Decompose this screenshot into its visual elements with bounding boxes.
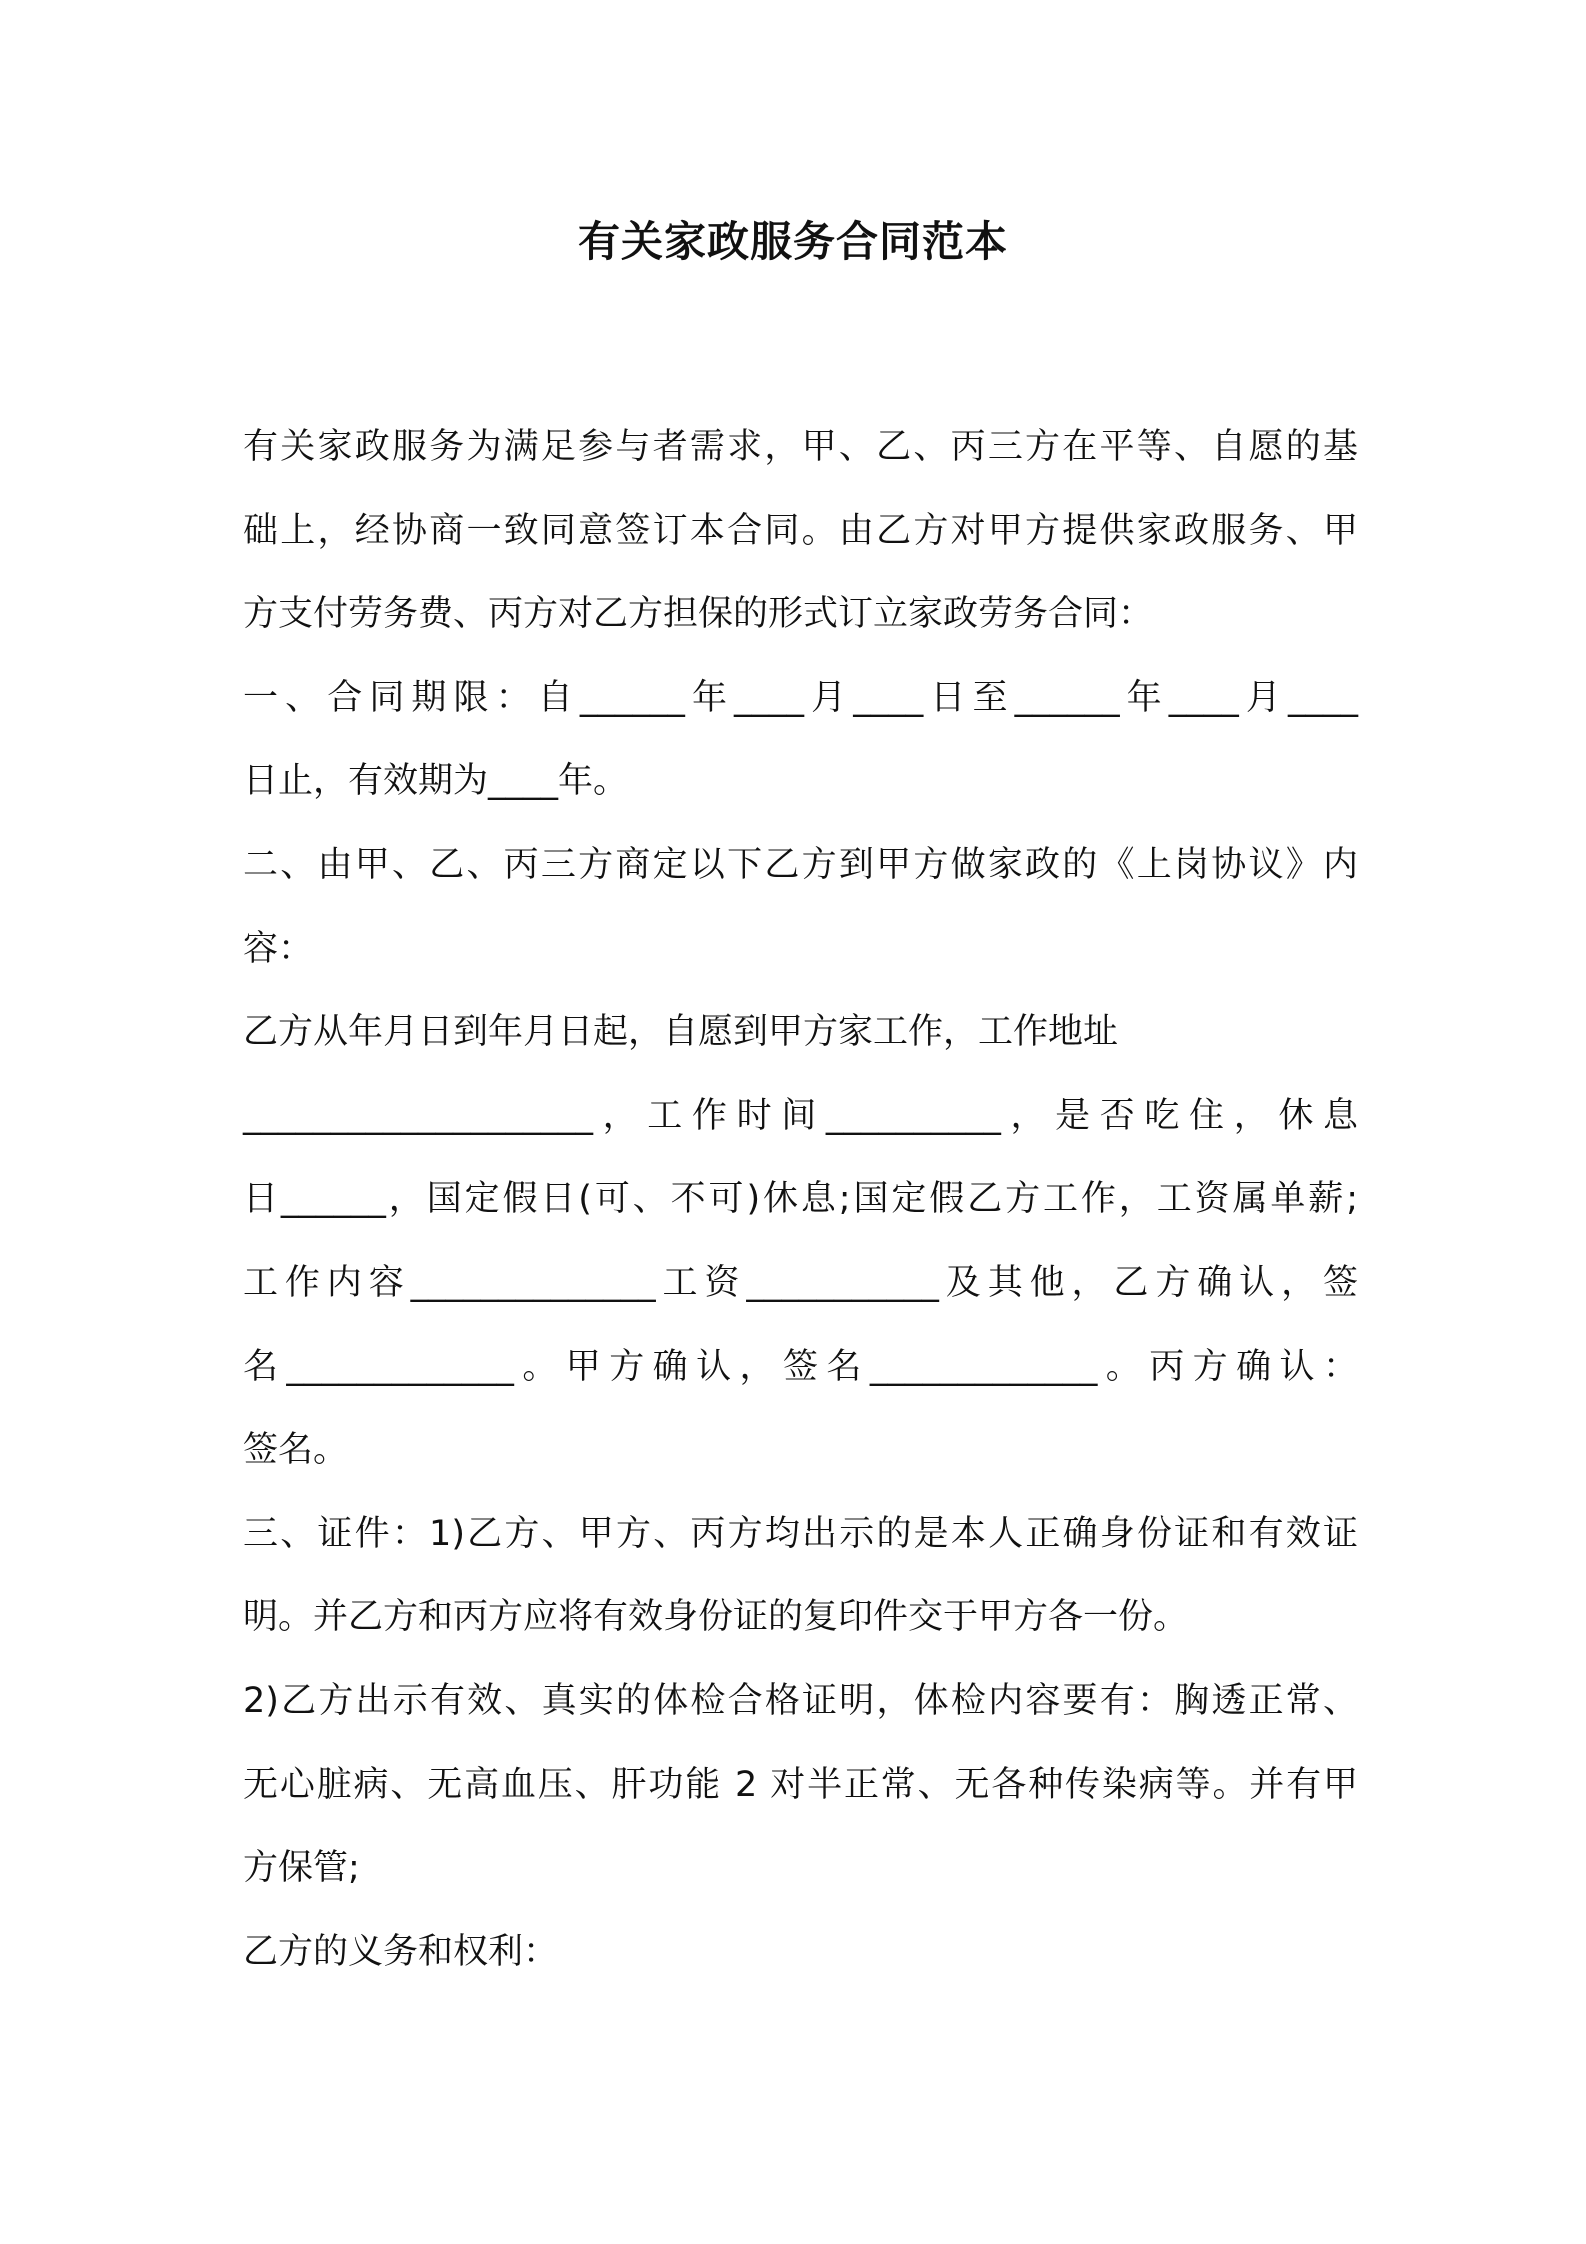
paragraph-line: 工作内容______________工资___________及其他，乙方确认，签 — [243, 1262, 1358, 1303]
document-body — [243, 406, 1358, 1994]
paragraph-line: 础上，经协商一致同意签订本合同。由乙方对甲方提供家政服务、甲 — [243, 510, 1358, 551]
paragraph-line: 二、由甲、乙、丙三方商定以下乙方到甲方做家政的《上岗协议》内 — [243, 844, 1358, 885]
document-title: 有关家政服务合同范本 — [577, 217, 1008, 266]
paragraph-line: 三、证件：1)乙方、甲方、丙方均出示的是本人正确身份证和有效证 — [243, 1513, 1358, 1554]
paragraph-line: 乙方从年月日到年月日起，自愿到甲方家工作，工作地址 — [243, 1012, 1119, 1053]
paragraph-line: ____________________，工作时间__________，是否吃住，休息 — [243, 1095, 1358, 1136]
paragraph-line: 明。并乙方和丙方应将有效身份证的复印件交于甲方各一份。 — [243, 1597, 1189, 1638]
paragraph-line: 有关家政服务为满足参与者需求，甲、乙、丙三方在平等、自愿的基 — [243, 427, 1358, 467]
paragraph-line: 一、合同期限：自______年____月____日至______年____月____ — [243, 677, 1358, 718]
paragraph-line: 容： — [243, 928, 314, 969]
paragraph-line: 方支付劳务费、丙方对乙方担保的形式订立家政劳务合同： — [243, 594, 1154, 635]
paragraph-line: 日______，国定假日(可、不可)休息;国定假乙方工作，工资属单薪; — [243, 1179, 1358, 1220]
paragraph-line: 名_____________。甲方确认，签名_____________。丙方确认： — [243, 1346, 1358, 1387]
paragraph-line: 无心脏病、无高血压、肝功能 2 对半正常、无各种传染病等。并有甲 — [243, 1764, 1358, 1805]
paragraph-line: 签名。 — [243, 1430, 349, 1471]
paragraph-line: 2)乙方出示有效、真实的体检合格证明，体检内容要有：胸透正常、 — [243, 1680, 1358, 1721]
paragraph-line: 乙方的义务和权利： — [243, 1931, 559, 1972]
paragraph-line: 日止，有效期为____年。 — [243, 761, 629, 802]
paragraph-line: 方保管; — [243, 1848, 360, 1889]
